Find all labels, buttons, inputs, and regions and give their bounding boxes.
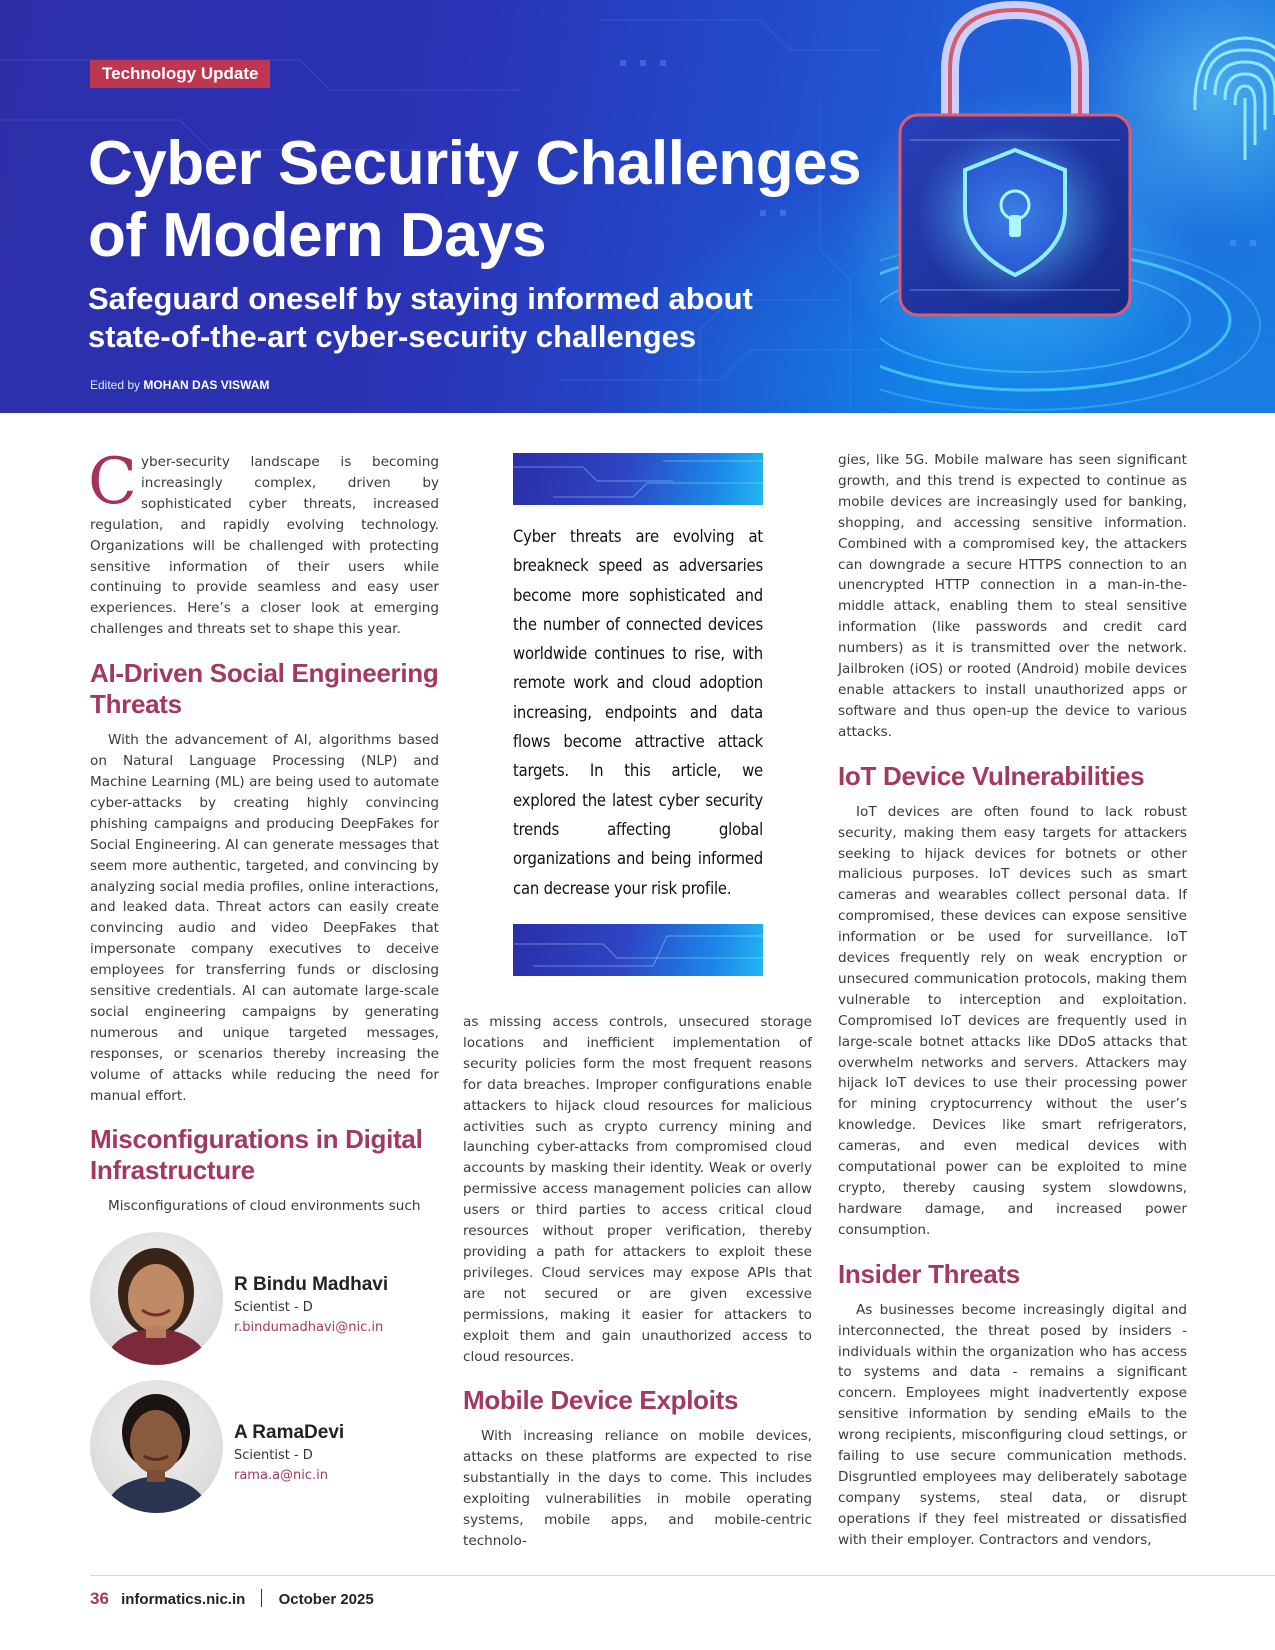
circuit-banner-graphic	[513, 924, 763, 976]
avatar	[90, 1232, 223, 1365]
page-subtitle	[88, 280, 808, 356]
intro-paragraph	[88, 445, 439, 640]
pull-quote-banner-bottom	[513, 924, 763, 976]
column-3	[838, 450, 1187, 1551]
author-email-link[interactable]: r.bindumadhavi@nic.in	[234, 1320, 384, 1335]
heading-misconfigurations: Misconfigurations in Digital Infrastructure	[90, 1124, 423, 1186]
heading-iot-vulnerabilities: IoT Device Vulnerabilities	[838, 760, 1145, 791]
body-insider-threats: As businesses become increasingly digital and interconnected, the threat posed by insiders - individuals within the organization who has access to systems and data - remains a significant concern. Employees might inadvertently expose sensitive information by sending eMails to the wrong recipients, misconfiguring cloud settings, or failing to use secure communication methods. Disgruntled employees may deliberately sabotage company systems, steal data, or disrupt operations if they feel mistreated or dissatisfied with their employer. Contractors and vendors,	[838, 1301, 1187, 1548]
circuit-banner-graphic	[513, 453, 763, 505]
page-title	[88, 128, 908, 272]
title-line-2: of Modern Days	[88, 201, 547, 270]
site-name: informatics.nic.in	[121, 1591, 246, 1608]
pull-quote: Cyber threats are evolving at breakneck speed as adversaries become more sophisticated and the number of connected devices worldwide continues to rise, with remote work and cloud adoption increasing, endpoints and data flows become attractive attack targets. In this article, we explored the latest cyber security trends affecting global organizations and being informed can decrease your risk profile.	[513, 527, 763, 898]
editor-credit	[90, 378, 269, 392]
body-misconfigurations-start: Misconfigurations of cloud environments such	[108, 1198, 421, 1215]
author-card	[90, 1232, 450, 1367]
fingerprint-icon	[1185, 20, 1275, 170]
heading-mobile-exploits: Mobile Device Exploits	[463, 1385, 739, 1416]
hero-banner	[0, 0, 1275, 413]
title-line-1: Cyber Security Challenges	[88, 129, 862, 198]
author-photo	[90, 1232, 223, 1365]
body-ai-social-engineering: With the advancement of AI, algorithms based on Natural Language Processing (NLP) and Machine Learning (ML) are being used to automate cyber-attacks by creating highly convincing phishing campaigns and producing DeepFakes for Social Engineering. AI can generate messages that seem more authentic, targeted, and convincing by analyzing social media profiles, online interactions, and leaked data. Threat actors can easily create convincing audio and video DeepFakes that impersonate company executives to deceive employees for transferring funds or disclosing sensitive credentials. AI can automate large-scale social engineering campaigns by generating numerous and unique targeted messages, responses, or scenarios thereby increasing the volume of attacks while reducing the need for manual effort.	[90, 732, 439, 1104]
body-misconfigurations-cont: as missing access controls, unsecured storage locations and inefficient implementation of security policies form the most frequent reasons for data breaches. Improper configurations enable attackers to hijack cloud resources for malicious activities such as crypto currency mining and launching cyber-attacks from compromised cloud accounts by masking their identity. Weak or overly permissive access management policies can allow users or third parties to access critical cloud resources without proper verification, thereby providing a path for attackers to exploit these privileges. Cloud services may expose APIs that are not secured or are given excessive permissions, making it easier for attackers to exploit them and gain unauthorized access to cloud resources.	[463, 1014, 812, 1365]
editor-name: MOHAN DAS VISWAM	[143, 378, 270, 392]
edited-by-label: Edited by	[90, 378, 141, 392]
body-mobile-exploits-cont: gies, like 5G. Mobile malware has seen significant growth, and this trend is expected to continue as mobile devices are increasingly used for banking, shopping, and accessing sensitive information. Combined with a compromised key, the attackers can downgrade a secure HTTPS connection to an unencrypted HTTP connection in a man-in-the-middle attack, enabling them to steal sensitive information (like passwords and credit card numbers) as it is transmitted over the network. Jailbroken (iOS) or rooted (Android) mobile devices enable attackers to install unauthorized apps or software and thus open-up the device to various attacks.	[838, 452, 1187, 740]
intro-text: yber-security landscape is becoming increasingly complex, driven by sophisticated cyber threats, increased regulation, and rapidly evolving technology. Organizations will be challenged with protecting sensitive information of their users while continuing to provide seamless and easy user experiences. Here’s a closer look at emerging challenges and threats set to shape this year.	[90, 454, 439, 638]
subtitle-line-2: state-of-the-art cyber-security challenges	[88, 319, 697, 354]
author-card	[90, 1380, 450, 1515]
author-photo	[90, 1380, 223, 1513]
page-footer	[90, 1589, 374, 1609]
category-tag: Technology Update	[90, 60, 270, 88]
heading-ai-social-engineering: AI-Driven Social Engineering Threats	[90, 658, 439, 720]
body-iot-vulnerabilities: IoT devices are often found to lack robust security, making them easy targets for attackers seeking to hijack devices for botnets or other malicious purposes. IoT devices such as smart cameras and wearables collect personal data. If compromised, these devices can expose sensitive information or be used for surveillance. IoT devices frequently rely on weak encryption or unsecured communication protocols, making them vulnerable to interception and exploitation. Compromised IoT devices are frequently used in large-scale botnet attacks like DDoS attacks that overwhelm networks and servers. Attackers may hijack IoT devices to use their processing power for mining cryptocurrency without the user’s knowledge. Devices like smart refrigerators, cameras, and even medical devices with computational power can be exploited to mine crypto, thereby causing system slowdowns, hardware damage, and increased power consumption.	[838, 803, 1187, 1238]
author-role: Scientist - D	[234, 1300, 313, 1315]
footer-separator	[261, 1589, 262, 1607]
footer-divider	[90, 1575, 1275, 1576]
heading-insider-threats: Insider Threats	[838, 1258, 1020, 1289]
column-1	[88, 445, 439, 1217]
author-email-link[interactable]: rama.a@nic.in	[234, 1468, 329, 1483]
subtitle-line-1: Safeguard oneself by staying informed about	[88, 281, 753, 316]
author-name: A RamaDevi	[234, 1422, 345, 1443]
author-role: Scientist - D	[234, 1448, 313, 1463]
drop-cap: C	[88, 445, 137, 519]
pull-quote-banner-top	[513, 453, 763, 505]
issue-date: October 2025	[278, 1591, 374, 1608]
avatar	[90, 1380, 223, 1513]
body-mobile-exploits: With increasing reliance on mobile devices, attacks on these platforms are expected to rise substantially in the days to come. This includes exploiting vulnerabilities in mobile operating systems, mobile apps, and mobile-centric technolo-	[463, 1428, 812, 1549]
column-2	[463, 1012, 812, 1552]
author-name: R Bindu Madhavi	[234, 1274, 389, 1295]
page-number: 36	[90, 1589, 109, 1608]
